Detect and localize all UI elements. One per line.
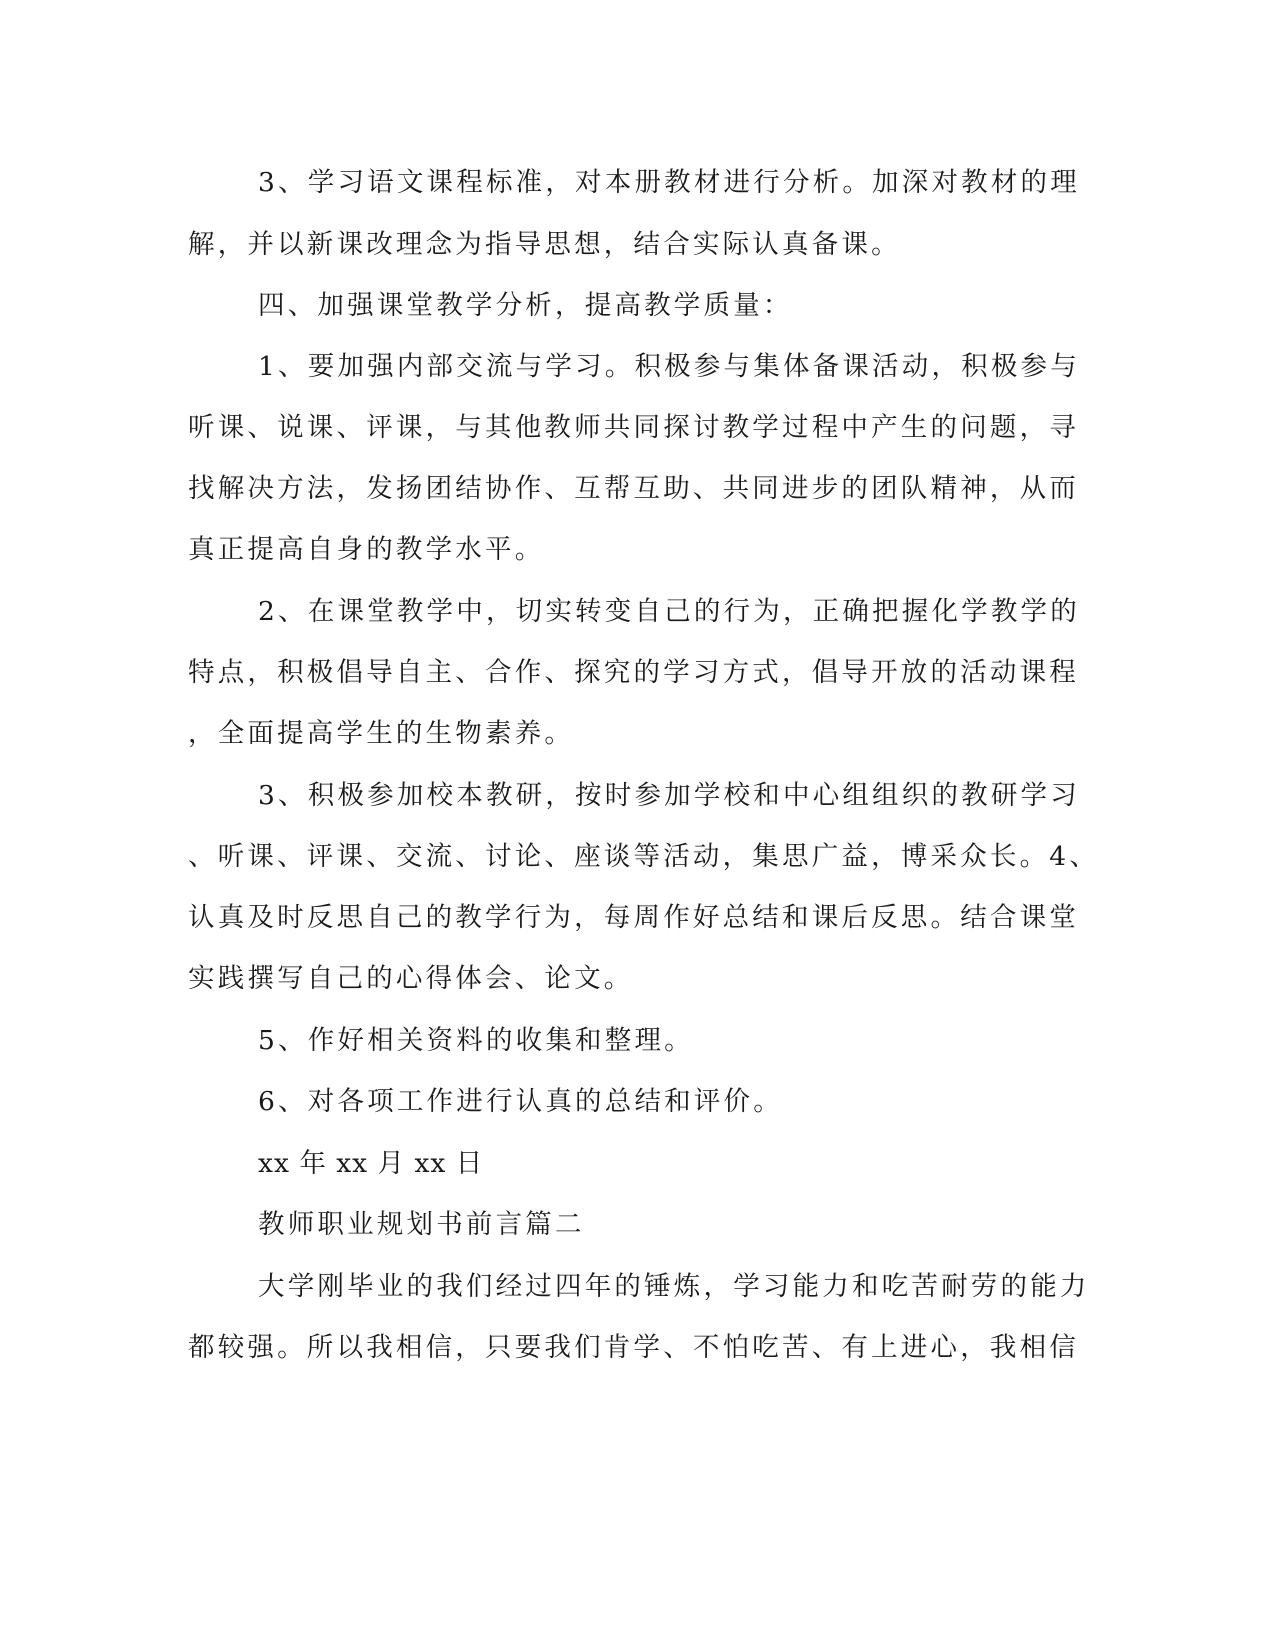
text-line: 、听课、评课、交流、讨论、座谈等活动，集思广益，博采众长。4、 xyxy=(188,841,1100,872)
text-line: 认真及时反思自己的教学行为，每周作好总结和课后反思。结合课堂 xyxy=(188,902,1079,933)
text-line: 3、学习语文课程标准，对本册教材进行分析。加深对教材的理 xyxy=(258,167,1080,198)
text-line: 找解决方法，发扬团结协作、互帮互助、共同进步的团队精神，从而 xyxy=(188,473,1079,504)
section-heading: 四、加强课堂教学分析，提高教学质量： xyxy=(258,290,793,321)
text-line: 都较强。所以我相信，只要我们肯学、不怕吃苦、有上进心，我相信 xyxy=(188,1332,1079,1363)
text-line: 实践撰写自己的心得体会、论文。 xyxy=(188,963,634,994)
text-line: 2、在课堂教学中，切实转变自己的行为，正确把握化学教学的 xyxy=(258,596,1080,627)
text-line: 1、要加强内部交流与学习。积极参与集体备课活动，积极参与 xyxy=(258,351,1080,382)
text-line: 真正提高自身的教学水平。 xyxy=(188,534,545,565)
text-line: ，全面提高学生的生物素养。 xyxy=(188,718,575,749)
text-line: 3、积极参加校本教研，按时参加学校和中心组组织的教研学习 xyxy=(258,780,1080,811)
text-line: 解，并以新课改理念为指导思想，结合实际认真备课。 xyxy=(188,229,901,260)
date-line: xx 年 xx 月 xx 日 xyxy=(258,1148,484,1179)
text-line: 6、对各项工作进行认真的总结和评价。 xyxy=(258,1086,783,1117)
text-line: 听课、说课、评课，与其他教师共同探讨教学过程中产生的问题，寻 xyxy=(188,412,1079,443)
text-line: 5、作好相关资料的收集和整理。 xyxy=(258,1025,694,1056)
text-line: 大学刚毕业的我们经过四年的锤炼，学习能力和吃苦耐劳的能力 xyxy=(258,1271,1090,1302)
section-title: 教师职业规划书前言篇二 xyxy=(258,1209,585,1240)
text-line: 特点，积极倡导自主、合作、探究的学习方式，倡导开放的活动课程 xyxy=(188,657,1079,688)
